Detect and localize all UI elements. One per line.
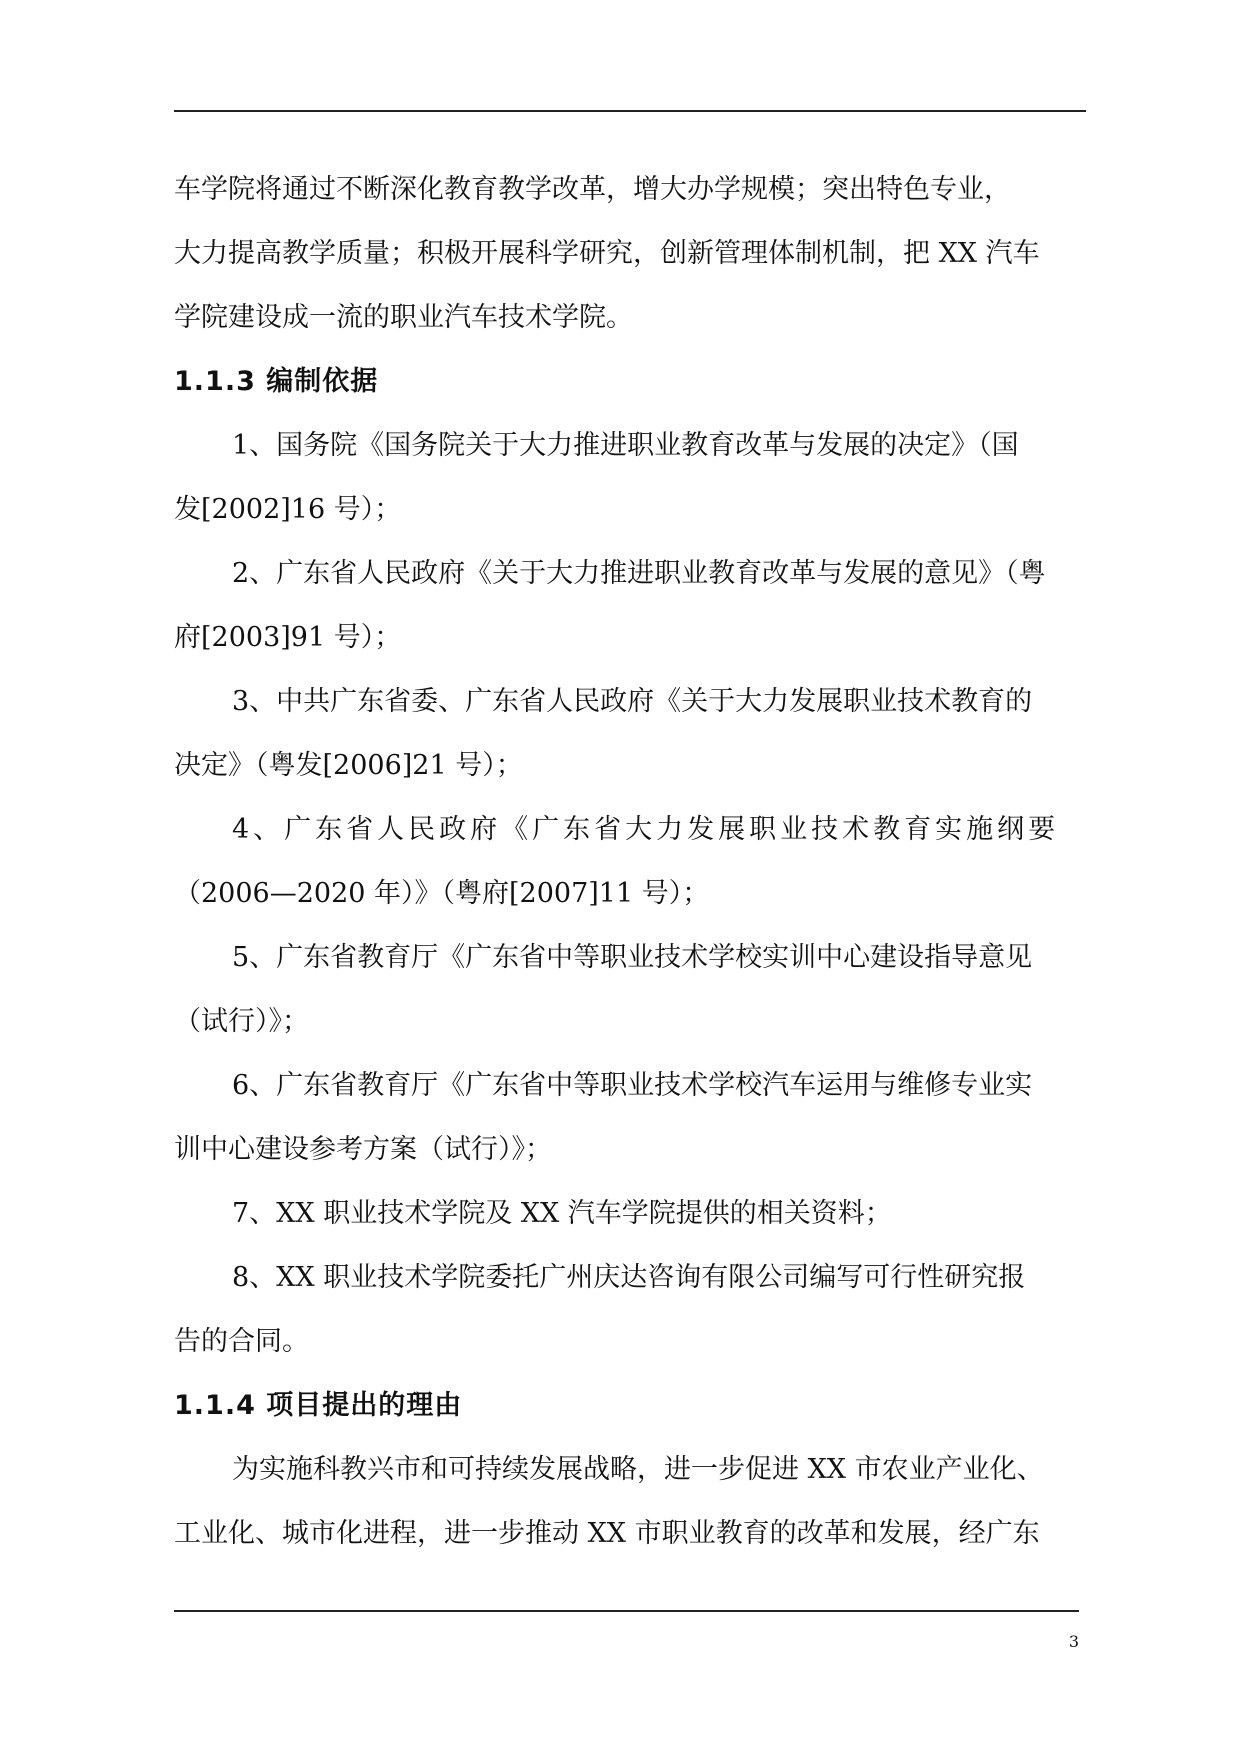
page-body bbox=[174, 158, 1080, 1566]
footer-rule bbox=[174, 1610, 1079, 1612]
body-line: 为实施科教兴市和可持续发展战略，进一步促进 XX 市农业产业化、 bbox=[232, 1454, 1044, 1485]
body-line: 大力提高教学质量；积极开展科学研究，创新管理体制机制，把 XX 汽车 bbox=[174, 238, 1040, 269]
list-item-5-line-2: （试行）》； bbox=[174, 1006, 309, 1037]
body-line: 工业化、城市化进程，进一步推动 XX 市职业教育的改革和发展，经广东 bbox=[174, 1518, 1040, 1549]
list-item-4-line-1: 4、广东省人民政府《广东省大力发展职业技术教育实施纲要 bbox=[232, 814, 1060, 845]
section-heading-1-1-4: 1.1.4 项目提出的理由 bbox=[174, 1390, 463, 1421]
body-line: 车学院将通过不断深化教育教学改革，增大办学规模；突出特色专业， bbox=[174, 174, 1011, 205]
list-item-2-line-2: 府[2003]91 号）； bbox=[174, 622, 402, 653]
page-number: 3 bbox=[1068, 1632, 1079, 1651]
list-item-1-line-2: 发[2002]16 号）； bbox=[174, 494, 402, 525]
list-item-5-line-1: 5、广东省教育厅《广东省中等职业技术学校实训中心建设指导意见 bbox=[232, 942, 1033, 973]
list-item-8-line-1: 8、XX 职业技术学院委托广州庆达咨询有限公司编写可行性研究报 bbox=[232, 1262, 1026, 1293]
list-item-6-line-2: 训中心建设参考方案（试行）》； bbox=[174, 1134, 552, 1165]
list-item-1-line-1: 1、国务院《国务院关于大力推进职业教育改革与发展的决定》（国 bbox=[232, 430, 1019, 461]
list-item-6-line-1: 6、广东省教育厅《广东省中等职业技术学校汽车运用与维修专业实 bbox=[232, 1070, 1033, 1101]
list-item-2-line-1: 2、广东省人民政府《关于大力推进职业教育改革与发展的意见》（粤 bbox=[232, 558, 1046, 589]
list-item-8-line-2: 告的合同。 bbox=[174, 1326, 309, 1357]
list-item-4-line-2: （2006—2020 年）》（粤府[2007]11 号）； bbox=[174, 878, 710, 909]
list-item-7-line-1: 7、XX 职业技术学院及 XX 汽车学院提供的相关资料； bbox=[232, 1198, 892, 1229]
list-item-3-line-1: 3、中共广东省委、广东省人民政府《关于大力发展职业技术教育的 bbox=[232, 686, 1033, 717]
header-rule bbox=[174, 110, 1086, 112]
body-line: 学院建设成一流的职业汽车技术学院。 bbox=[174, 302, 633, 333]
section-heading-1-1-3: 1.1.3 编制依据 bbox=[174, 366, 379, 397]
list-item-3-line-2: 决定》（粤发[2006]21 号）； bbox=[174, 750, 523, 781]
